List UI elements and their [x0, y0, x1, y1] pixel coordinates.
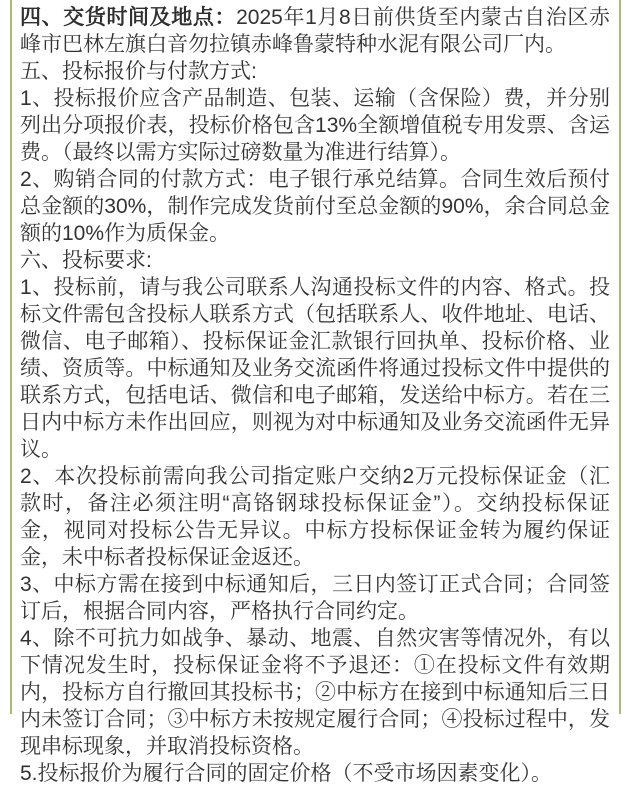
document-content [20, 4, 610, 787]
section-quotation-item-1: 1、投标报价应含产品制造、包装、运输（含保险）费，并分别列出分项报价表，投标价格包含13%全额增值税专用发票、含运费。（最终以需方实际过磅数量为准进行结算）。 [20, 87, 610, 164]
section-requirements-heading: 六、投标要求: [20, 249, 152, 272]
section-requirements-item-5: 5.投标报价为履行合同的固定价格（不受市场因素变化）。 [20, 762, 553, 785]
section-delivery-text: 2025年1月8日前供货至内蒙古自治区赤峰市巴林左旗白音勿拉镇赤峰鲁蒙特种水泥有限公司厂内。 [20, 6, 610, 56]
left-border-line [10, 0, 12, 714]
section-delivery-paragraph [20, 4, 610, 58]
section-delivery-heading: 四、交货时间及地点： [20, 6, 237, 29]
section-requirements-item-1: 1、投标前，请与我公司联系人沟通投标文件的内容、格式。投标文件需包含投标人联系方式（包括联系人、收件地址、电话、微信、电子邮箱）、投标保证金汇款银行回执单、投标价格、业绩、资质等。中标通知及业务交流函件将通过投标文件中提供的联系方式，包括电话、微信和电子邮箱，发送给中标方。若在三日内中标方未作出回应，则视为对中标通知及业务交流函件无异议。 [20, 276, 610, 461]
section-requirements-item-4: 4、除不可抗力如战争、暴动、地震、自然灾害等情况外，有以下情况发生时，投标保证金将不予退还：①在投标文件有效期内，投标方自行撤回其投标书；②中标方在接到中标通知后三日内未签订合同；③中标方未按规定履行合同；④投标过程中，发现串标现象，并取消投标资格。 [20, 627, 610, 758]
section-requirements-item-2: 2、本次投标前需向我公司指定账户交纳2万元投标保证金（汇款时，备注必须注明“高铬钢球投标保证金”）。交纳投标保证金，视同对投标公告无异议。中标方投标保证金转为履约保证金，未中标者投标保证金返还。 [20, 465, 610, 569]
right-border-line [619, 0, 621, 714]
section-quotation-item-2: 2、购销合同的付款方式：电子银行承兑结算。合同生效后预付总金额的30%，制作完成发货前付至总金额的90%，余合同总金额的10%作为质保金。 [20, 168, 610, 245]
section-quotation-heading: 五、投标报价与付款方式: [20, 60, 257, 83]
section-requirements-item-3: 3、中标方需在接到中标通知后，三日内签订正式合同；合同签订后，根据合同内容，严格执行合同约定。 [20, 573, 610, 623]
